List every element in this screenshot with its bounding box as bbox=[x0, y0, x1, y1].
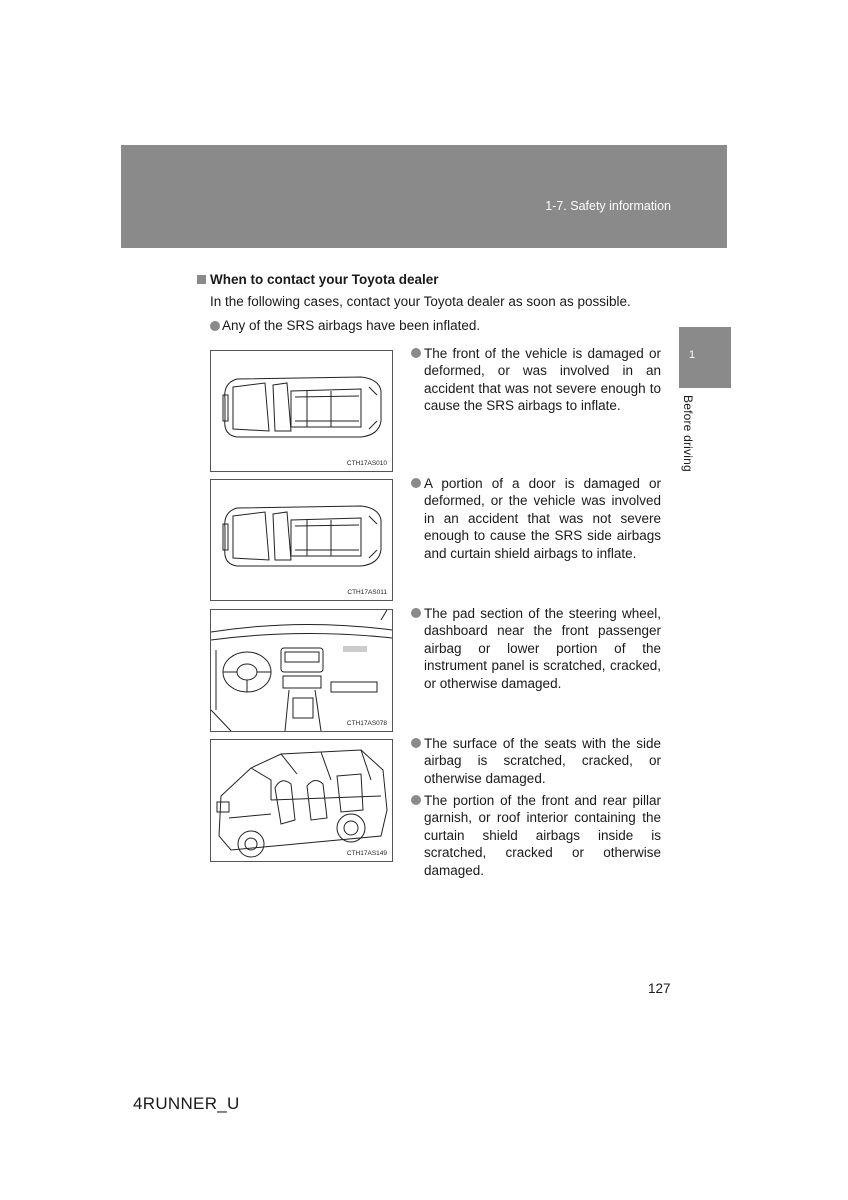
list-item-text: The pad section of the steering wheel, dashboard near the front passenger airbag or lower portion of the instrument panel is scratched, cracked, or otherwise damaged. bbox=[424, 606, 661, 691]
list-item bbox=[411, 475, 661, 562]
figure-interior-cutaway bbox=[210, 739, 393, 862]
figure-code: CTH17AS149 bbox=[346, 850, 387, 857]
bullet-icon bbox=[411, 608, 421, 618]
bullet-icon bbox=[210, 321, 220, 331]
list-item-text: The surface of the seats with the side airbag is scratched, cracked, or otherwise damaged. bbox=[424, 736, 661, 786]
vehicle-cutaway-illustration bbox=[211, 740, 392, 861]
chapter-tab bbox=[679, 327, 731, 388]
bullet-icon bbox=[411, 738, 421, 748]
list-item bbox=[411, 605, 661, 692]
list-item-text: Any of the SRS airbags have been inflated. bbox=[222, 318, 481, 333]
list-item-text: The portion of the front and rear pillar garnish, or roof interior containing the curtain shield airbags inside is scratched, cracked or otherwise damaged. bbox=[424, 793, 661, 878]
section-heading bbox=[197, 272, 439, 287]
chapter-title: Before driving bbox=[681, 395, 695, 472]
vehicle-top-view-illustration bbox=[211, 351, 392, 471]
list-item bbox=[411, 792, 661, 879]
page-number: 127 bbox=[648, 981, 671, 996]
list-item bbox=[411, 345, 661, 415]
figure-vehicle-top-door bbox=[210, 479, 393, 601]
chapter-number: 1 bbox=[689, 349, 696, 361]
dashboard-illustration bbox=[211, 610, 392, 731]
bullet-icon bbox=[411, 348, 421, 358]
list-item-text: The front of the vehicle is damaged or deformed, or was involved in an accident that was not severe enough to cause the SRS airbags to inflate. bbox=[424, 346, 661, 414]
header-band bbox=[121, 145, 727, 248]
bullet-icon bbox=[411, 795, 421, 805]
intro-text: In the following cases, contact your Toyota dealer as soon as possible. bbox=[210, 294, 631, 309]
figure-code: CTH17AS011 bbox=[347, 589, 387, 596]
square-bullet-icon bbox=[197, 275, 206, 284]
figure-vehicle-top-front bbox=[210, 350, 393, 472]
section-label: 1-7. Safety information bbox=[545, 199, 671, 213]
list-item bbox=[411, 735, 661, 787]
bullet-icon bbox=[411, 478, 421, 488]
list-item-text: A portion of a door is damaged or deformed, or the vehicle was involved in an accident that was not severe enough to cause the SRS side airbags and curtain shield airbags to inflate. bbox=[424, 476, 661, 561]
list-item bbox=[210, 318, 480, 333]
figure-code: CTH17AS010 bbox=[346, 460, 387, 467]
model-code: 4RUNNER_U bbox=[133, 1094, 240, 1113]
figure-dashboard bbox=[210, 609, 393, 732]
heading-text: When to contact your Toyota dealer bbox=[210, 272, 439, 287]
figure-code: CTH17AS078 bbox=[346, 720, 387, 727]
vehicle-top-view-illustration bbox=[211, 480, 392, 600]
